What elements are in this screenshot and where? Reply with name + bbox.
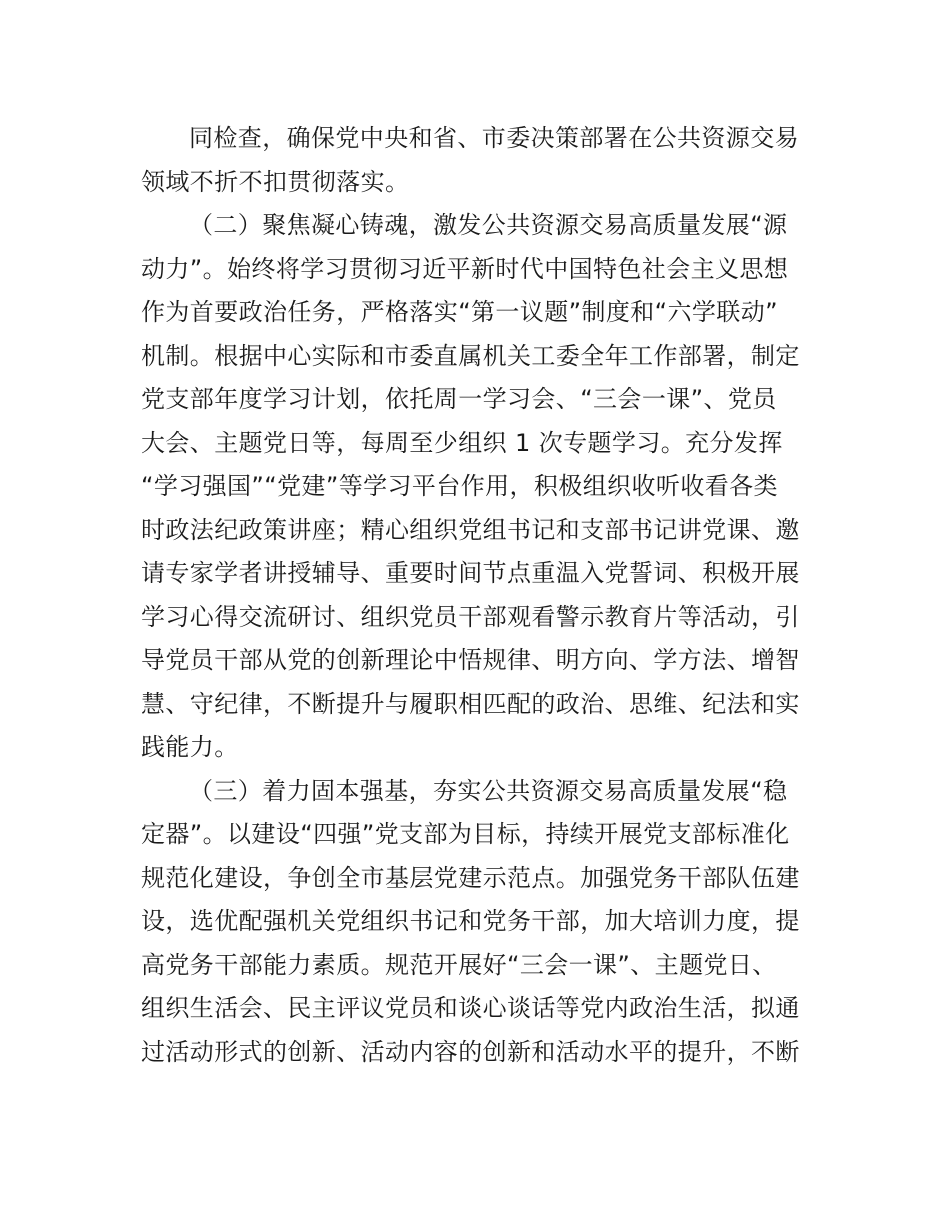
text-line: 大会、主题党日等，每周至少组织 1 次专题学习。充分发挥: [141, 428, 783, 457]
text-line: 党支部年度学习计划，依托周一学习会、“三会一课”、党员: [141, 385, 777, 413]
text-line: 机制。根据中心实际和市委直属机关工委全年工作部署，制定: [141, 341, 800, 370]
paragraph-1: [141, 117, 813, 204]
text-line: 践能力。: [141, 733, 239, 761]
text-line: 作为首要政治任务，严格落实“第一议题”制度和“六学联动”: [141, 298, 778, 326]
text-line: 学习心得交流研讨、组织党员干部观看警示教育片等活动，引: [141, 602, 800, 631]
text-line: 设，选优配强机关党组织书记和党务干部，加大培训力度，提: [141, 907, 800, 935]
text-line: 组织生活会、民主评议党员和谈心谈话等党内政治生活，拟通: [141, 994, 800, 1022]
text-line: 定器”。以建设“四强”党支部为目标，持续开展党支部标准化: [141, 820, 790, 848]
text-line: 动力”。始终将学习贯彻习近平新时代中国特色社会主义思想: [141, 254, 789, 283]
text-line: “学习强国”“党建”等学习平台作用，积极组织收听收看各类: [141, 472, 778, 500]
text-line: 高党务干部能力素质。规范开展好“三会一课”、主题党日、: [141, 950, 777, 979]
text-line: 同检查，确保党中央和省、市委决策部署在公共资源交易: [189, 124, 799, 152]
text-line: 过活动形式的创新、活动内容的创新和活动水平的提升，不断: [141, 1037, 800, 1066]
text-line: 领域不折不扣贯彻落实。: [141, 167, 410, 196]
text-line: 请专家学者讲授辅导、重要时间节点重温入党誓词、积极开展: [141, 559, 800, 587]
text-line: 规范化建设，争创全市基层党建示范点。加强党务干部队伍建: [141, 863, 800, 892]
paragraph-3: [141, 770, 813, 1075]
section-heading-line: （三）着力固本强基，夯实公共资源交易高质量发展“稳: [189, 776, 788, 805]
paragraph-2: [141, 204, 813, 770]
section-heading-line: （二）聚焦凝心铸魂，激发公共资源交易高质量发展“源: [189, 211, 788, 239]
text-line: 时政法纪政策讲座；精心组织党组书记和支部书记讲党课、邀: [141, 515, 800, 544]
text-line: 慧、守纪律，不断提升与履职相匹配的政治、思维、纪法和实: [141, 689, 800, 718]
document-body: [141, 117, 813, 1074]
text-line: 导党员干部从党的创新理论中悟规律、明方向、学方法、增智: [141, 646, 800, 674]
